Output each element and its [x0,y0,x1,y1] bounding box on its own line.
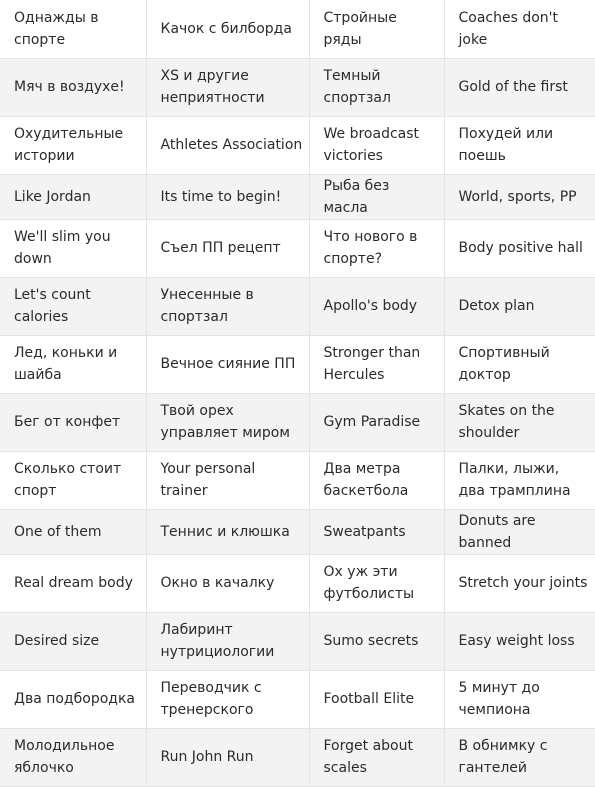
table-cell: Окно в качалку [146,554,309,612]
table-cell: Coaches don't joke [444,0,595,58]
table-cell: XS и другие неприятности [146,58,309,116]
table-row [0,335,595,393]
table-row [0,0,595,58]
table-cell: Два метра баскетбола [309,451,444,509]
table-cell: Качок с билборда [146,0,309,58]
table-cell: Your personal trainer [146,451,309,509]
table-cell: Унесенные в спортзал [146,277,309,335]
table-cell: Gym Paradise [309,393,444,451]
table-cell: Donuts are banned [444,509,595,554]
table-cell: 5 минут до чемпиона [444,670,595,728]
table-cell: Темный спортзал [309,58,444,116]
table-cell: Detox plan [444,277,595,335]
table-cell: Sweatpants [309,509,444,554]
table-cell: Мяч в воздухе! [0,58,146,116]
table-cell: Skates on the shoulder [444,393,595,451]
table-cell: One of them [0,509,146,554]
table-row [0,728,595,786]
table-cell: Лабиринт нутрициологии [146,612,309,670]
table-row [0,393,595,451]
table-cell: В обнимку с гантелей [444,728,595,786]
table-cell: Athletes Association [146,116,309,174]
table-cell: Run John Run [146,728,309,786]
table-row [0,219,595,277]
table-cell: Stronger than Hercules [309,335,444,393]
table-cell: Ох уж эти футболисты [309,554,444,612]
table-cell: Спортивный доктор [444,335,595,393]
table-cell: Gold of the first [444,58,595,116]
table-cell: Твой орех управляет миром [146,393,309,451]
table-cell: Like Jordan [0,174,146,219]
table-cell: Stretch your joints [444,554,595,612]
table-cell: Football Elite [309,670,444,728]
table-cell: Сколько стоит спорт [0,451,146,509]
table-cell: Молодильное яблочко [0,728,146,786]
table-cell: Desired size [0,612,146,670]
table-cell: Охудительные истории [0,116,146,174]
table-row [0,509,595,554]
table-cell: Sumo secrets [309,612,444,670]
table-cell: Бег от конфет [0,393,146,451]
table-cell: Переводчик с тренерского [146,670,309,728]
table-cell: Its time to begin! [146,174,309,219]
table-cell: We'll slim you down [0,219,146,277]
table-row [0,612,595,670]
table-row [0,116,595,174]
table-cell: Forget about scales [309,728,444,786]
table-row [0,174,595,219]
table-cell: Стройные ряды [309,0,444,58]
table-cell: Теннис и клюшка [146,509,309,554]
table-cell: Easy weight loss [444,612,595,670]
table-cell: Real dream body [0,554,146,612]
table-row [0,277,595,335]
table-cell: Apollo's body [309,277,444,335]
table-cell: Похудей или поешь [444,116,595,174]
table-row [0,58,595,116]
table-cell: Лед, коньки и шайба [0,335,146,393]
table-cell: We broadcast victories [309,116,444,174]
table-cell: Что нового в спорте? [309,219,444,277]
table-cell: World, sports, PP [444,174,595,219]
table-cell: Однажды в спорте [0,0,146,58]
table-cell: Палки, лыжи, два трамплина [444,451,595,509]
table-row [0,451,595,509]
table-cell: Body positive hall [444,219,595,277]
table-row [0,554,595,612]
table-cell: Два подбородка [0,670,146,728]
table-cell: Let's count calories [0,277,146,335]
table-cell: Рыба без масла [309,174,444,219]
table-cell: Съел ПП рецепт [146,219,309,277]
table-row [0,670,595,728]
table-cell: Вечное сияние ПП [146,335,309,393]
